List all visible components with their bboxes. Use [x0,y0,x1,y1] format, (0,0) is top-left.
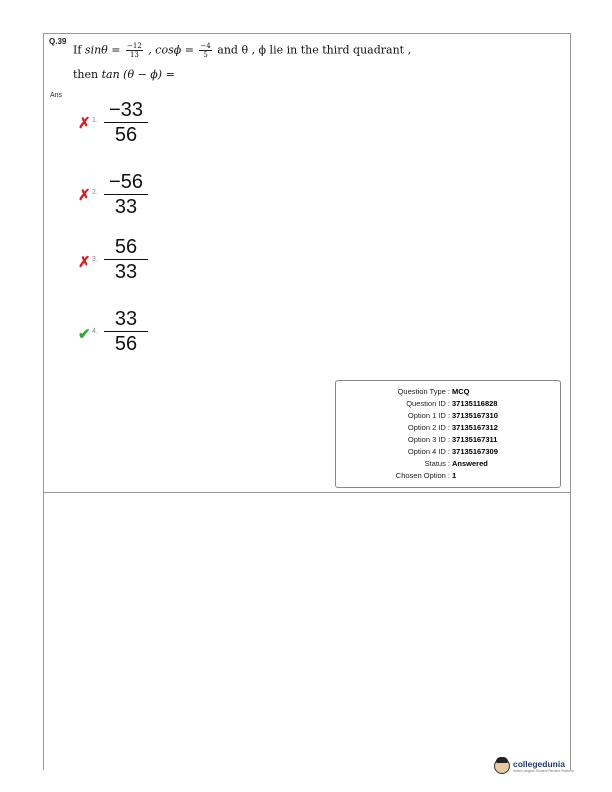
question-text-line1 [73,42,411,59]
question-rest: and θ , ϕ lie in the third quadrant , [217,43,412,57]
option-numerator: 33 [114,308,138,330]
meta-key: Question ID : [406,399,450,408]
question-text-line2 [73,68,175,81]
option-denominator: 33 [104,194,148,219]
meta-value: 37135167310 [452,411,498,420]
option-fraction [104,307,148,356]
logo-brand: collegedunia [513,759,565,769]
option-number: 4. [92,328,98,335]
question-meta-box [335,380,561,488]
sin-denominator: 13 [129,51,139,59]
check-mark-icon: ✔ [78,326,91,343]
question-sin: sinθ = [84,43,121,57]
option-fraction [104,98,148,147]
question-then: then [73,68,99,81]
question-cos: , cosϕ = [148,43,194,57]
sin-fraction [126,42,143,59]
meta-value: 1 [452,471,457,480]
meta-key: Option 4 ID : [407,447,450,456]
option-denominator: 56 [104,331,148,356]
logo-tagline: India's largest Student Review Platform [513,769,574,773]
cos-denominator: 5 [203,51,208,59]
panel-border-right [570,492,571,770]
option-number: 3. [92,256,98,263]
option-denominator: 33 [104,259,148,284]
option-4[interactable] [78,307,158,359]
meta-key: Option 2 ID : [407,423,450,432]
collegedunia-logo [494,756,574,776]
meta-value: 37135167312 [452,423,498,432]
option-1[interactable] [78,98,158,150]
wrong-mark-icon: ✗ [78,187,91,204]
option-numerator: −56 [109,171,143,193]
option-numerator: −33 [109,99,143,121]
option-2[interactable] [78,170,158,222]
question-if: If [73,43,82,57]
meta-value: 37135167309 [452,447,498,456]
meta-value: MCQ [452,387,470,396]
meta-value: 37135167311 [452,435,498,444]
option-3[interactable] [78,235,158,287]
sin-numerator: −12 [127,42,142,50]
meta-key: Option 3 ID : [407,435,450,444]
meta-value: 37135116828 [452,399,498,408]
cos-numerator: −4 [200,42,211,50]
wrong-mark-icon: ✗ [78,254,91,271]
option-numerator: 56 [114,236,138,258]
meta-key: Status : [424,459,450,468]
meta-value: Answered [452,459,488,468]
panel-border-left [43,492,44,770]
meta-key: Option 1 ID : [407,411,450,420]
meta-key: Question Type : [397,387,450,396]
option-number: 1. [92,117,98,124]
option-denominator: 56 [104,122,148,147]
option-fraction [104,170,148,219]
option-fraction [104,235,148,284]
student-face-icon [494,758,510,774]
question-expression: tan (θ − ϕ) = [101,68,175,81]
wrong-mark-icon: ✗ [78,115,91,132]
question-number: Q.39 [49,37,67,46]
meta-key: Chosen Option : [395,471,450,480]
option-number: 2. [92,189,98,196]
cos-fraction [199,42,211,59]
ans-label: Ans [50,92,63,99]
